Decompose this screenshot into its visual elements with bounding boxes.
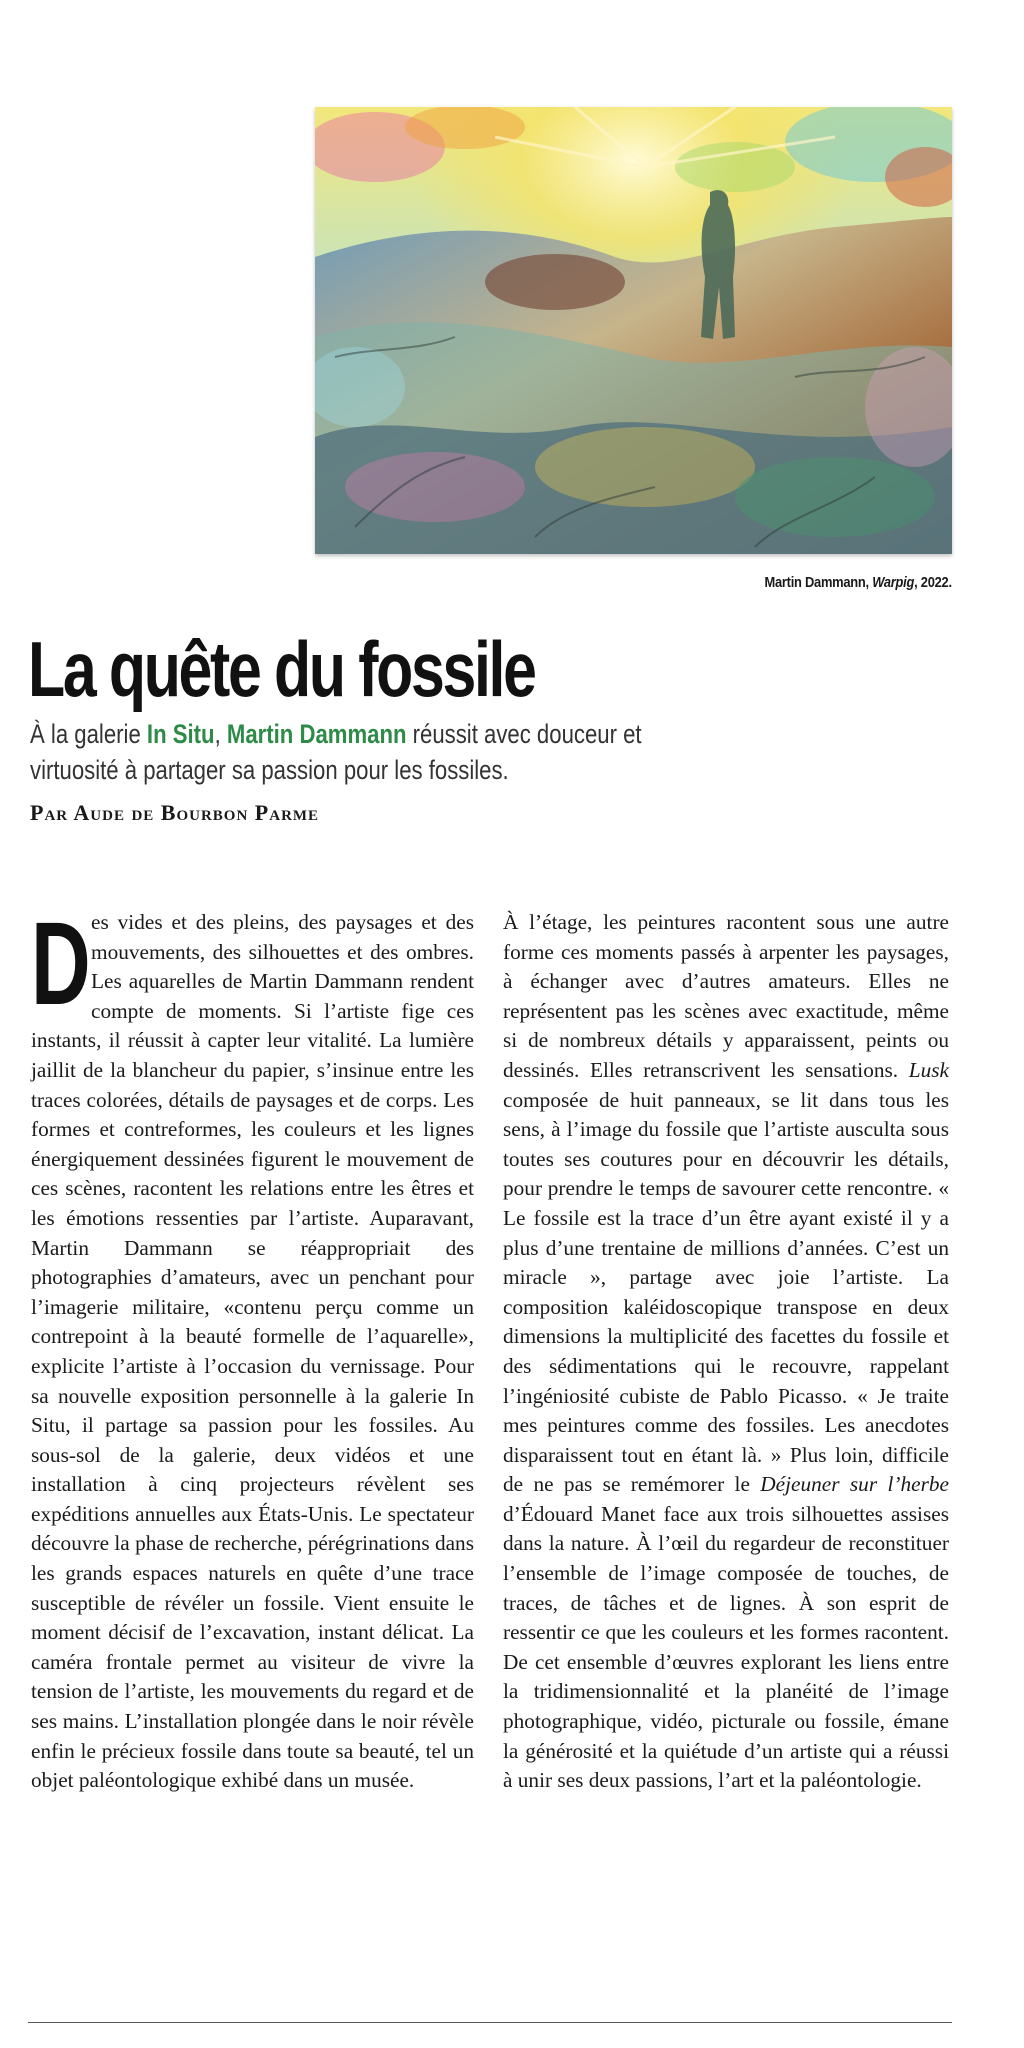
- artwork-title-lusk: Lusk: [908, 1057, 949, 1082]
- standfirst-part3: réussit avec douceur et virtuosité à partager sa passion pour les fossiles.: [30, 719, 642, 785]
- left-column-text: es vides et des pleins, des paysages et des mouvements, des silhouettes et des ombres. Les aquarelles de Martin Dammann rendent compte de moments. Si l’artiste fige ces instants, il réussit à capter leur vitalité. La lumière jaillit de la blancheur du papier, s’insinue entre les traces colorées, détails de paysages et de corps. Les formes et contreformes, les couleurs et les lignes énergiquement dessinées figurent le mouvement de ces scènes, racontent les relations entre les êtres et les émotions ressenties par l’artiste. Auparavant, Martin Dammann se réappropriait des photographies d’amateurs, avec un penchant pour l’imagerie militaire, «contenu perçu comme un contrepoint à la beauté formelle de l’aquarelle», explicite l’artiste à l’occasion du vernissage. Pour sa nouvelle exposition personnelle à la galerie In Situ, il partage sa passion pour les fossiles. Au sous-sol de la galerie, deux vidéos et une installation à cinq projecteurs révèlent ses expéditions annuelles aux États-Unis. Le spectateur découvre la phase de recherche, pérégrinations dans les grands espaces naturels en quête d’une trace susceptible de révéler un fossile. Vient ensuite le moment décisif de l’excavation, instant délicat. La caméra frontale permet au visiteur de vivre la tension de l’artiste, les mouvements du regard et de ses mains. L’installation plongée dans le noir révèle enfin le précieux fossile dans toute sa beauté, tel un objet paléontologique exhibé dans un musée.: [31, 910, 474, 1793]
- right-column-text-1: À l’étage, les peintures racontent sous une autre forme ces moments passés à arpenter les paysages, à échanger avec d’autres amateurs. Elles ne représentent pas les scènes avec exactitude, même si de nombreux détails y apparaissent, peints ou dessinés. Elles retranscrivent les sensations.: [503, 910, 949, 1082]
- drop-cap: D: [31, 898, 91, 1030]
- standfirst-part1: À la galerie: [30, 719, 147, 749]
- article-title: La quête du fossile: [28, 625, 535, 713]
- right-column-text-3: d’Édouard Manet face aux trois silhouettes assises dans la nature. À l’œil du regardeur de reconstituer l’ensemble de l’image composée de touches, de traces, de tâches et de lignes. À son esprit de ressentir ce que les couleurs et les formes racontent. De cet ensemble d’œuvres explorant les liens entre la tridimensionnalité et la planéité de l’image photographique, vidéo, picturale ou fossile, émane la générosité et la quiétude d’un artiste qui a réussi à unir ses deux passions, l’art et la paléontologie.: [503, 1501, 949, 1793]
- body-column-right: [503, 908, 949, 1796]
- byline: Par Aude de Bourbon Parme: [30, 800, 320, 825]
- right-column-text-2: composée de huit panneaux, se lit dans tous les sens, à l’image du fossile que l’artiste ausculta sous toutes ses coutures pour en découvrir les détails, pour prendre le temps de savourer cette rencontre. « Le fossile est la trace d’un être ayant existé il y a plus d’une trentaine de millions d’années. C’est un miracle », partage avec joie l’artiste. La composition kaléidoscopique transpose en deux dimensions la multiplicité des facettes du fossile et des sédimentations qui le recouvre, rappelant l’ingéniosité cubiste de Pablo Picasso. « Je traite mes peintures comme des fossiles. Les anecdotes disparaissent tout en étant là. » Plus loin, difficile de ne pas se remémorer le: [503, 1087, 949, 1497]
- artist-name: Martin Dammann: [226, 719, 407, 749]
- caption-title: Warpig: [872, 574, 915, 591]
- body-column-left: [31, 898, 474, 1796]
- caption-year: , 2022.: [914, 574, 952, 591]
- image-caption: [765, 574, 952, 591]
- bottom-divider: [28, 2022, 952, 2023]
- artwork-image: [315, 107, 952, 554]
- article-standfirst: [30, 716, 653, 788]
- gallery-name: In Situ: [146, 719, 215, 749]
- watercolor-painting: [315, 107, 952, 554]
- artwork-title-dejeuner: Déjeuner sur l’herbe: [760, 1472, 949, 1497]
- caption-artist: Martin Dammann,: [764, 574, 873, 591]
- standfirst-part2: ,: [214, 719, 227, 749]
